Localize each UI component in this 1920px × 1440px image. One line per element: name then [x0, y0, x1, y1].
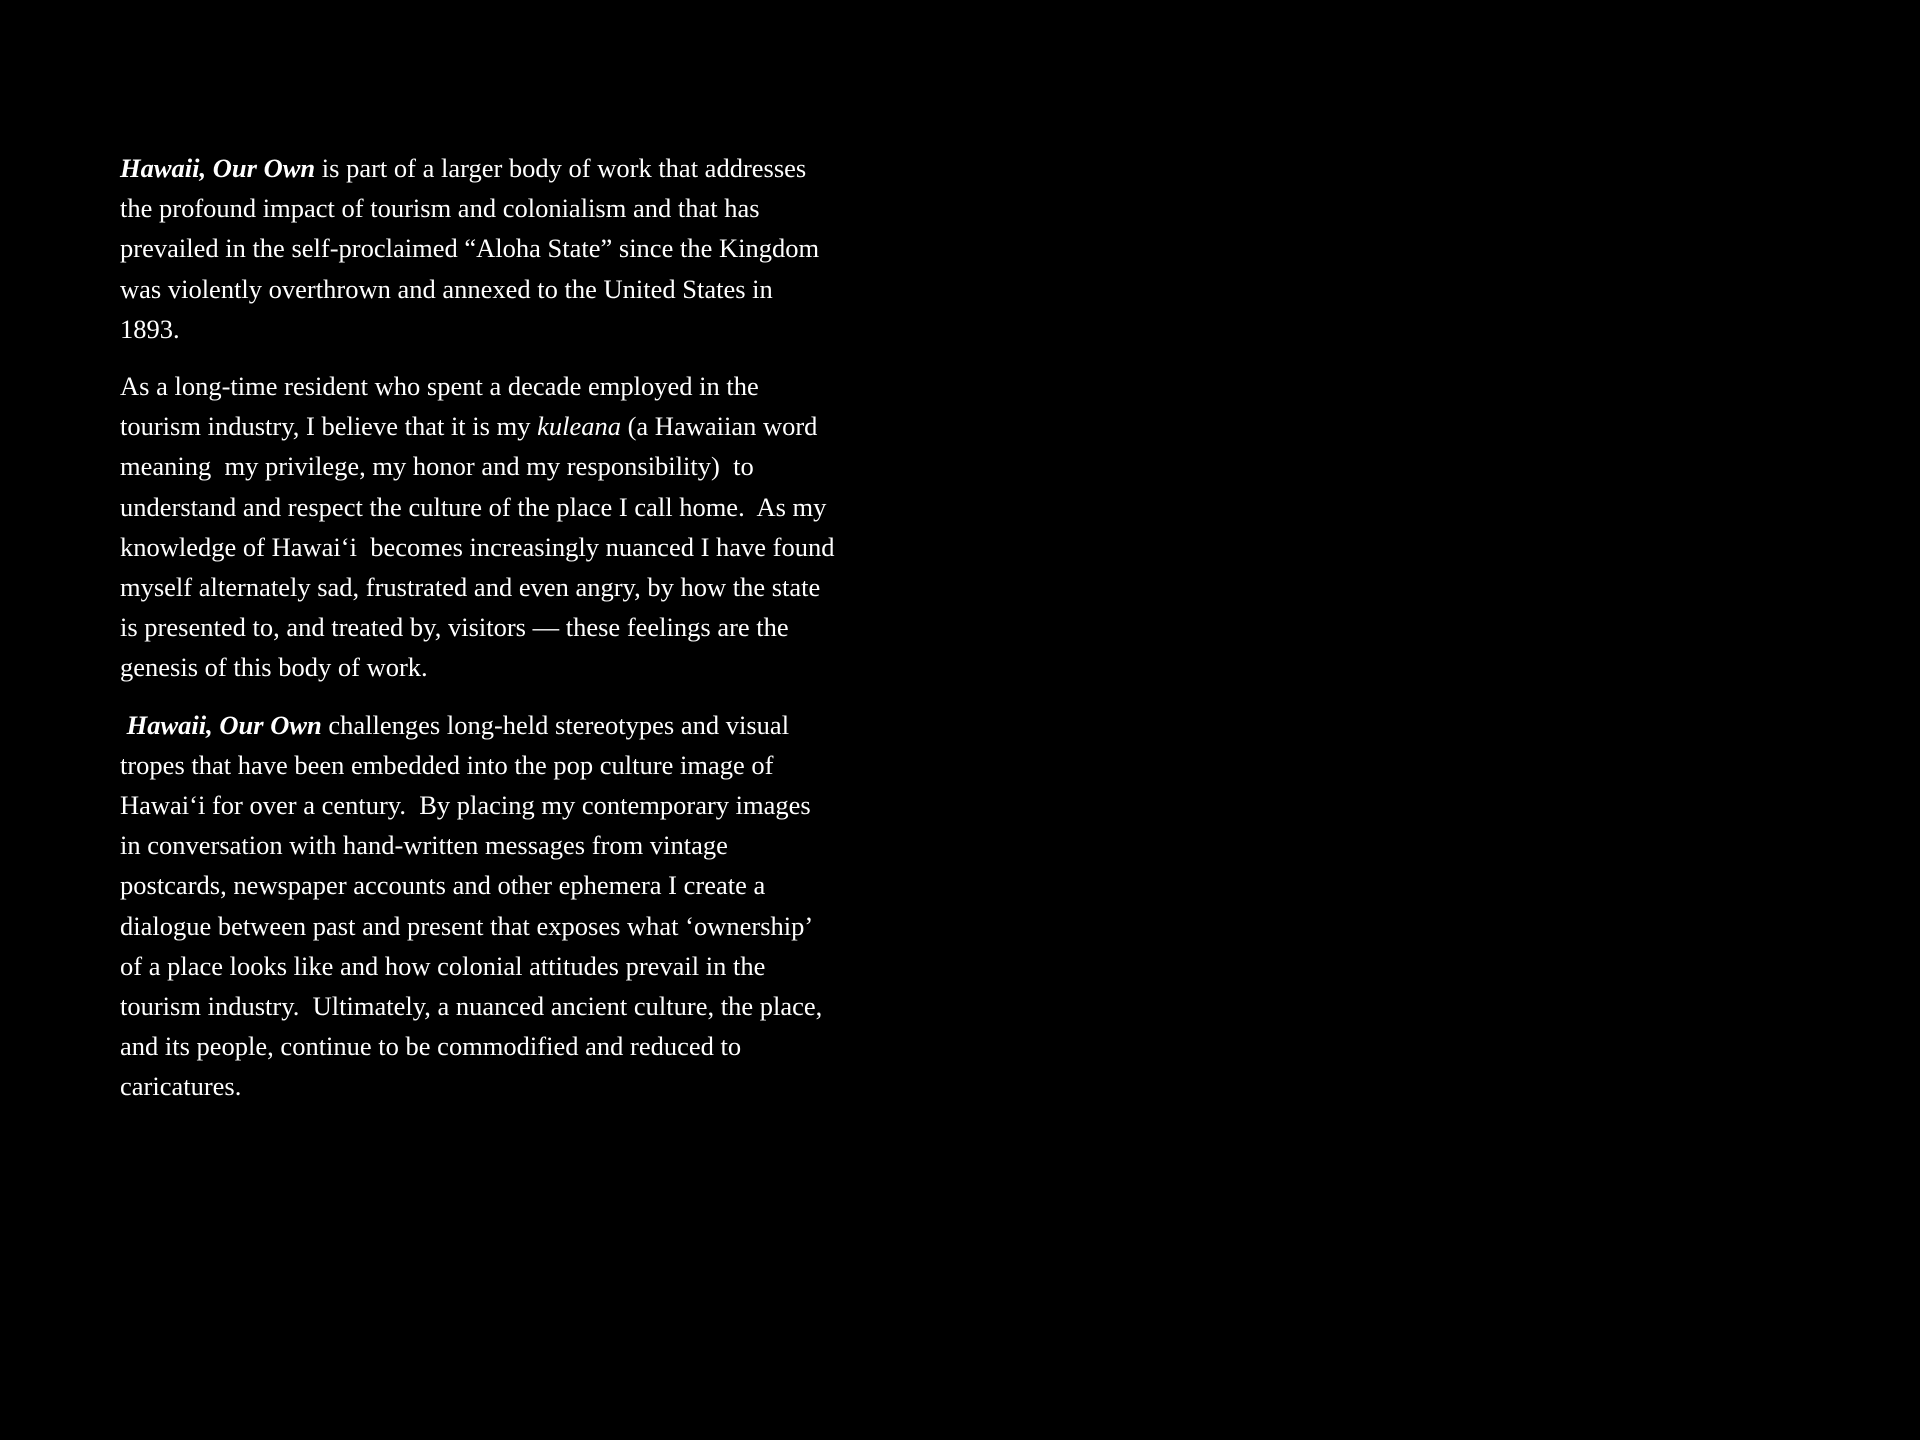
paragraph-2-line-2-after: (a Hawaiian word [620, 411, 818, 442]
paragraph-1-line-1 [120, 148, 855, 188]
paragraph-3-line-10: caricatures. [120, 1071, 242, 1102]
paragraph-2-line-5: knowledge of Hawaiʻi becomes increasingly nuanced I have found [120, 531, 835, 562]
paragraph-2-line-4: understand and respect the culture of the place I call home. As my [120, 491, 827, 522]
paragraph-1-line-1-text: is part of a larger body of work that addresses [315, 153, 807, 183]
paragraph-1-line-4: was violently overthrown and annexed to the United States in [120, 273, 773, 304]
paragraph-1-line-2: the profound impact of tourism and colonialism and that has [120, 193, 760, 224]
artist-statement [120, 148, 855, 1124]
paragraph-3-line-8: tourism industry. Ultimately, a nuanced ancient culture, the place, [120, 991, 823, 1022]
kuleana-term: kuleana [537, 411, 621, 442]
paragraph-2-line-6: myself alternately sad, frustrated and even angry, by how the state [120, 572, 821, 603]
paragraph-2-line-3: meaning my privilege, my honor and my responsibility) to [120, 451, 754, 482]
paragraph-3-line-3: Hawaiʻi for over a century. By placing my contemporary images [120, 790, 811, 821]
paragraph-3-line-1 [120, 705, 855, 745]
paragraph-2-line-2 [120, 406, 855, 446]
paragraph-1-line-3: prevailed in the self-proclaimed “Aloha State” since the Kingdom [120, 233, 820, 264]
paragraph-2-line-7: is presented to, and treated by, visitors — these feelings are the [120, 612, 789, 643]
paragraph-3-line-1-text: challenges long-held stereotypes and visual [321, 709, 790, 740]
work-title: Hawaii, Our Own [120, 153, 316, 183]
paragraph-2-line-8: genesis of this body of work. [120, 652, 428, 683]
paragraph-3-line-6: dialogue between past and present that exposes what ‘ownership’ [120, 910, 814, 941]
paragraph-2-line-1: As a long-time resident who spent a decade employed in the [120, 371, 759, 402]
work-title-repeat: Hawaii, Our Own [126, 709, 322, 740]
statement-paragraph-2 [120, 366, 855, 688]
paragraph-1-line-5: 1893. [120, 313, 180, 344]
paragraph-3-line-7: of a place looks like and how colonial attitudes prevail in the [120, 950, 766, 981]
paragraph-3-line-9: and its people, continue to be commodified and reduced to [120, 1031, 742, 1062]
statement-paragraph-1 [120, 148, 855, 349]
paragraph-2-line-2-before: tourism industry, I believe that it is my [120, 411, 538, 442]
paragraph-3-line-5: postcards, newspaper accounts and other ephemera I create a [120, 870, 766, 901]
paragraph-3-line-4: in conversation with hand-written messages from vintage [120, 830, 728, 861]
paragraph-3-line-2: tropes that have been embedded into the pop culture image of [120, 749, 774, 780]
statement-paragraph-3 [120, 705, 855, 1107]
